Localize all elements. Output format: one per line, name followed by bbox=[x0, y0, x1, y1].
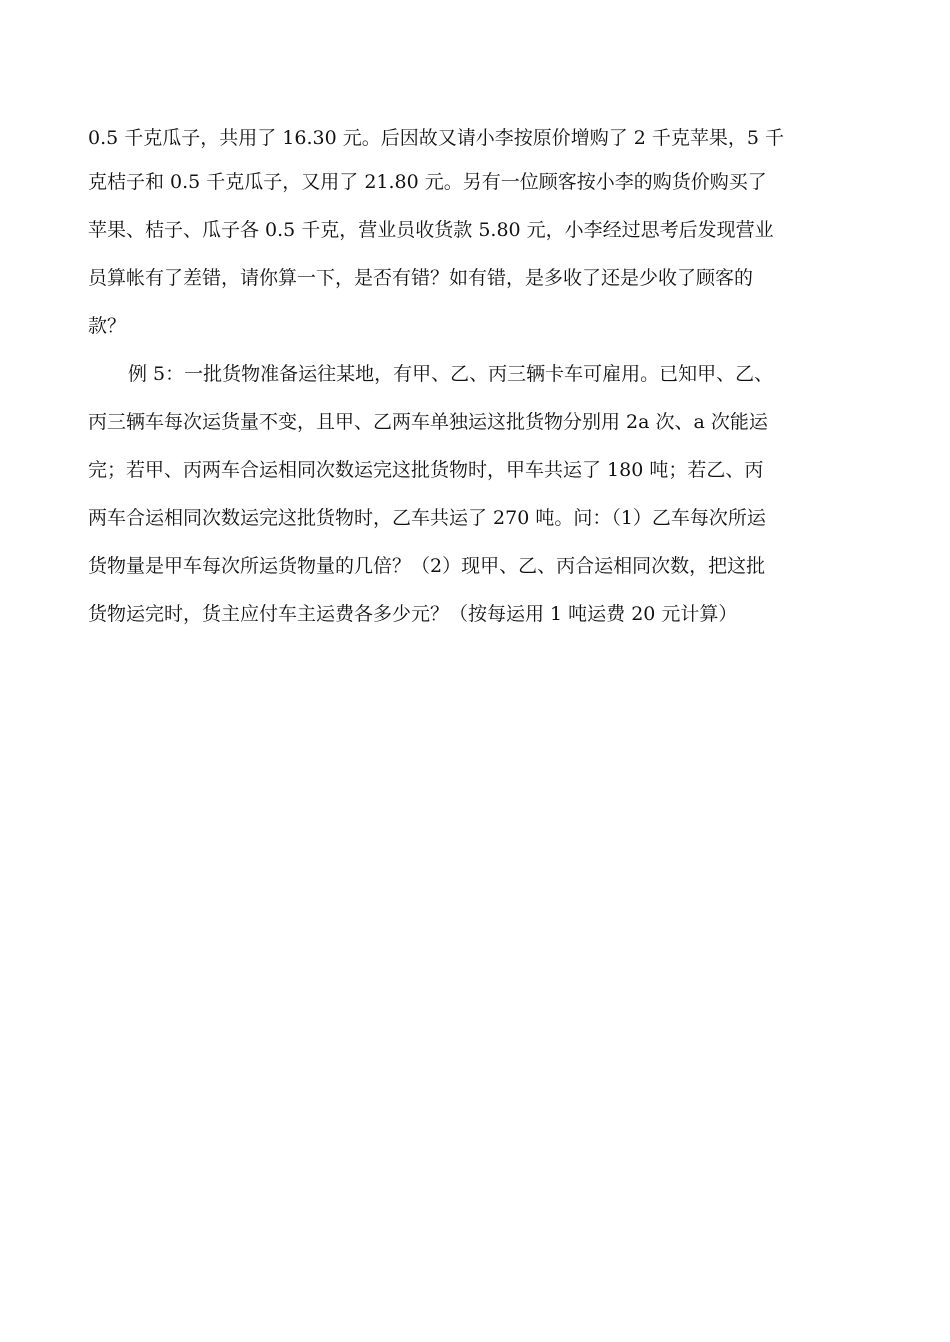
text-line: 完；若甲、丙两车合运相同次数运完这批货物时，甲车共运了 180 吨；若乙、丙 bbox=[88, 459, 764, 481]
document-body bbox=[88, 118, 866, 638]
text-line: 苹果、桔子、瓜子各 0.5 千克，营业员收货款 5.80 元，小李经过思考后发现营业 bbox=[88, 219, 774, 241]
text-line: 例 5：一批货物准备运往某地，有甲、乙、丙三辆卡车可雇用。已知甲、乙、 bbox=[128, 363, 774, 385]
text-line: 员算帐有了差错，请你算一下，是否有错？如有错，是多收了还是少收了顾客的 bbox=[88, 267, 754, 289]
text-line: 款？ bbox=[88, 315, 127, 337]
paragraph-problem-4-continuation bbox=[88, 118, 866, 350]
text-line: 丙三辆车每次运货量不变，且甲、乙两车单独运这批货物分别用 2a 次、a 次能运 bbox=[88, 411, 768, 433]
text-line: 货物运完时，货主应付车主运费各多少元？（按每运用 1 吨运费 20 元计算） bbox=[88, 603, 738, 625]
text-line: 克桔子和 0.5 千克瓜子，又用了 21.80 元。另有一位顾客按小李的购货价购买了 bbox=[88, 171, 767, 193]
paragraph-example-5 bbox=[88, 350, 866, 638]
text-line: 货物量是甲车每次所运货物量的几倍？（2）现甲、乙、丙合运相同次数，把这批 bbox=[88, 555, 766, 577]
text-line: 0.5 千克瓜子，共用了 16.30 元。后因故又请小李按原价增购了 2 千克苹果，5 千 bbox=[88, 127, 785, 149]
text-line: 两车合运相同次数运完这批货物时，乙车共运了 270 吨。问：（1）乙车每次所运 bbox=[88, 507, 766, 529]
